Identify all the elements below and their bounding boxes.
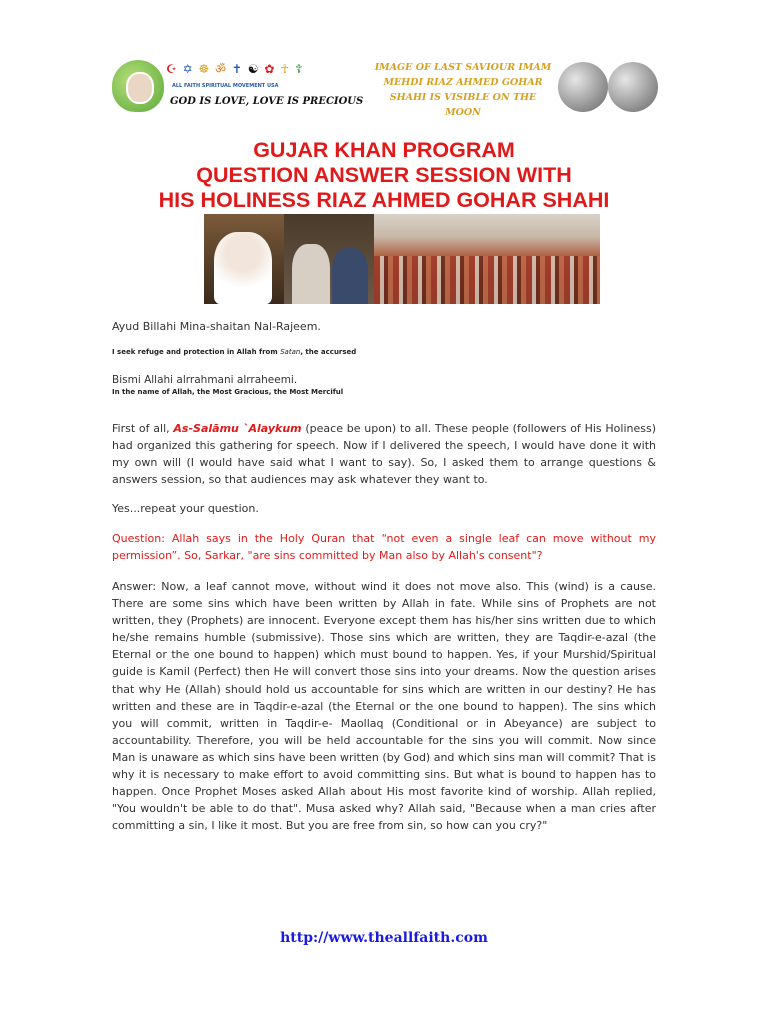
moon-caption <box>372 60 554 120</box>
title-line-1: GUJAR KHAN PROGRAM <box>253 138 515 162</box>
moon-caption-line-2: MEHDI RIAZ AHMED GOHAR <box>383 77 543 88</box>
orthodox-cross-icon: ☦ <box>295 62 304 76</box>
ankh-icon: ☥ <box>280 62 291 76</box>
opening-text-rest: (peace be upon) to all. These people (followers of His Holiness) had organized this gathering for speech. Now if I delivered the speech, I would have done it with my own will (I would have said what I want to say). So, I asked them to arrange questions & answers session, so that audiences may ask whatever they want to. <box>112 422 657 486</box>
crowd-photo <box>374 214 600 304</box>
refuge-translation <box>112 348 656 356</box>
stage-photo <box>284 214 374 304</box>
organization-name: ALL FAITH SPIRITUAL MOVEMENT USA <box>172 83 279 89</box>
event-photo-strip <box>204 214 600 304</box>
answer-paragraph: Answer: Now, a leaf cannot move, without wind it does not move also. This (wind) is a cause. There are some sins which have been written by Allah in fate. While sins of Prophets are not written, they (Prophets) are innocent. Everyone except them has his/her sins written due to which he/she remains humble (submissive). Those sins which are written, they are Taqdir-e-azal (the Eternal or the one bound to happen) which must bound to happen. Yes, if your Murshid/Spiritual guide is Kamil (Perfect) then He will convert those sins into your dreams. Now the question arises that why He (Allah) should hold us accountable for sins which are written in our destiny? He has written and these are in Taqdir-e-azal (the Eternal or the one bound to happen). The sins which you will commit, written in Taqdir-e- Maollaq (Conditional or in Abeyance) are subject to accountability. Therefore, you will be held accountable for the sins you will commit. Now since Man is unaware as which sins have been written (by God) and which sins man will commit? That is why it is necessary to make effort to avoid committing sins. But what is bound to happen has to happen. Once Prophet Moses asked Allah about His most favorite kind of worship. Allah replied, "You wouldn't be able to do that". Musa asked why? Allah said, "Because when a man cries after committing a sin, I like it most. But you are free from sin, so how can you cry?" <box>112 580 656 833</box>
religious-symbols-row <box>166 60 336 80</box>
footer-website-link[interactable]: http://www.theallfaith.com <box>280 930 488 946</box>
question-paragraph: Question: Allah says in the Holy Quran that “not even a single leaf can move without my permission”. So, Sarkar, "are sins committed by Man also by Allah's consent"? <box>112 532 656 562</box>
om-icon: ॐ <box>215 62 228 76</box>
refuge-text-end: , the accursed <box>300 348 357 356</box>
moon-image-icon <box>608 62 658 112</box>
page-header <box>110 56 662 118</box>
dharma-wheel-icon: ☸ <box>198 62 211 76</box>
portrait-icon <box>126 72 154 104</box>
cross-icon: ✝ <box>231 62 243 76</box>
ayud-line: Ayud Billahi Mina-shaitan Nal-Rajeem. <box>112 320 321 333</box>
crescent-icon: ☪ <box>166 62 178 76</box>
heart-emblem-icon <box>112 60 164 112</box>
title-line-2: QUESTION ANSWER SESSION WITH <box>196 163 572 187</box>
opening-text: First of all, <box>112 422 174 435</box>
moon-image-banner <box>372 56 662 118</box>
bismi-line: Bismi Allahi alrrahmani alrraheemi. <box>112 374 298 386</box>
refuge-text: I seek refuge and protection in Allah from <box>112 348 281 356</box>
page-title <box>0 138 768 213</box>
repeat-question-line: Yes...repeat your question. <box>112 502 259 515</box>
moon-image-icon <box>558 62 608 112</box>
all-faith-logo <box>110 56 364 118</box>
flower-icon: ✿ <box>264 62 276 76</box>
moon-caption-line-3: SHAHI IS VISIBLE ON THE MOON <box>389 92 537 118</box>
holiness-portrait-photo <box>204 214 284 304</box>
title-line-3: HIS HOLINESS RIAZ AHMED GOHAR SHAHI <box>158 188 610 212</box>
star-of-david-icon: ✡ <box>182 62 194 76</box>
bismi-translation: In the name of Allah, the Most Gracious, the Most Merciful <box>112 388 344 396</box>
moon-caption-line-1: IMAGE OF LAST SAVIOUR IMAM <box>374 62 552 73</box>
opening-paragraph <box>112 420 656 488</box>
motto: GOD IS LOVE, LOVE IS PRECIOUS <box>170 96 364 107</box>
yin-yang-icon: ☯ <box>247 62 260 76</box>
salam-greeting: As-Salāmu `Alaykum <box>173 422 302 435</box>
satan-word: Satan <box>280 348 301 356</box>
